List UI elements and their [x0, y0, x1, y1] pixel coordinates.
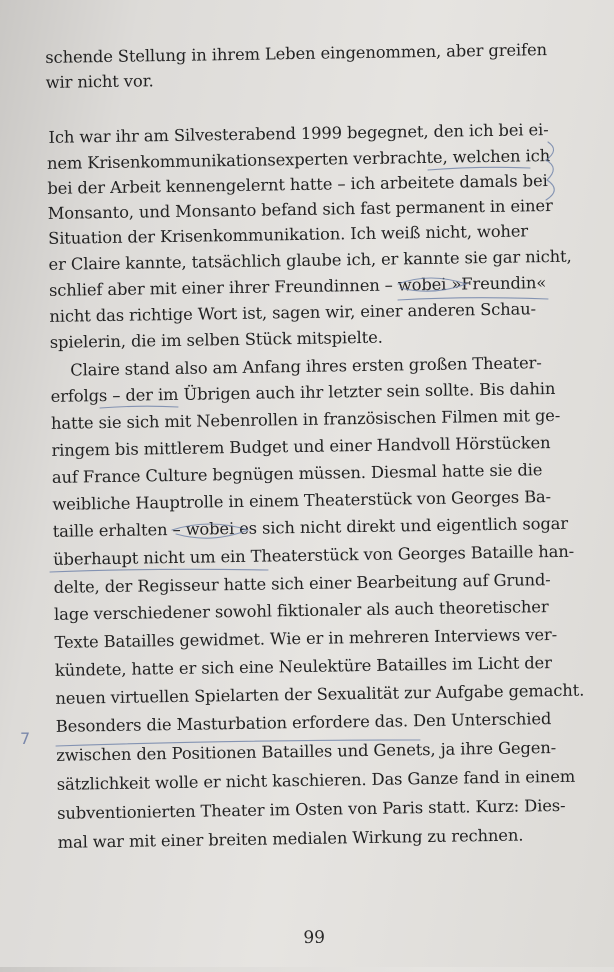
text-line: er Claire kannte, tatsächlich glaube ich, er kannte sie gar nicht,	[48, 246, 572, 274]
text-line: spielerin, die im selben Stück mitspielte.	[49, 327, 383, 352]
text-line: taille erhalten – wobei es sich nicht direkt und eigentlich sogar	[52, 513, 569, 541]
text-line: Claire stand also am Anfang ihres ersten großen Theater-	[70, 353, 542, 380]
text-line: hatte sie sich mit Nebenrollen in französischen Filmen mit ge-	[50, 405, 561, 433]
page-number: 99	[303, 927, 326, 949]
text-line: Besonders die Masturbation erfordere das. Den Unterschied	[55, 709, 552, 736]
text-line: überhaupt nicht um ein Theaterstück von Georges Bataille han-	[53, 541, 575, 569]
text-line: auf France Culture begnügen müssen. Diesmal hatte sie die	[51, 460, 543, 487]
text-line: neuen virtuellen Spielarten der Sexualität zur Aufgabe gemacht.	[55, 680, 585, 708]
text-line: schende Stellung in ihrem Leben eingenommen, aber greifen	[45, 40, 548, 67]
text-line: weibliche Hauptrolle in einem Theaterstück von Georges Ba-	[52, 487, 552, 514]
handwritten-margin-mark: 7	[20, 729, 31, 748]
text-line: Texte Batailles gewidmet. Wie er in mehreren Interviews ver-	[54, 624, 558, 652]
text-line: delte, der Regisseur hatte sich einer Bearbeitung auf Grund-	[53, 570, 551, 597]
text-line: Ich war ihr am Silvesterabend 1999 begegnet, den ich bei ei-	[48, 120, 549, 147]
text-line: Situation der Krisenkommunikation. Ich weiß nicht, woher	[48, 221, 529, 248]
text-line: kündete, hatte er sich eine Neulektüre Batailles im Licht der	[54, 653, 552, 680]
text-line: subventionierten Theater im Osten von Paris statt. Kurz: Dies-	[57, 795, 566, 823]
text-line: ringem bis mittlerem Budget und einer Handvoll Hörstücken	[51, 433, 551, 460]
text-line: sätzlichkeit wolle er nicht kaschieren. Das Ganze fand in einem	[56, 766, 576, 794]
text-line: bei der Arbeit kennengelernt hatte – ich arbeitete damals bei	[47, 171, 548, 198]
text-line: erfolgs – der im Übrigen auch ihr letzter sein sollte. Bis dahin	[50, 378, 556, 406]
text-line: mal war mit einer breiten medialen Wirkung zu rechnen.	[57, 825, 524, 852]
text-line: zwischen den Positionen Batailles und Genets, ja ihre Gegen-	[56, 738, 557, 765]
text-line: wir nicht vor.	[45, 71, 154, 92]
text-line: Monsanto, und Monsanto befand sich fast permanent in einer	[47, 195, 553, 223]
text-line: schlief aber mit einer ihrer Freundinnen – wobei »Freundin«	[48, 273, 547, 300]
text-line: nicht das richtige Wort ist, sagen wir, einer anderen Schau-	[49, 299, 537, 326]
text-line: lage verschiedener sowohl fiktionaler als auch theoretischer	[53, 597, 549, 624]
text-line: nem Krisenkommunikationsexperten verbrachte, welchen ich	[46, 146, 551, 173]
